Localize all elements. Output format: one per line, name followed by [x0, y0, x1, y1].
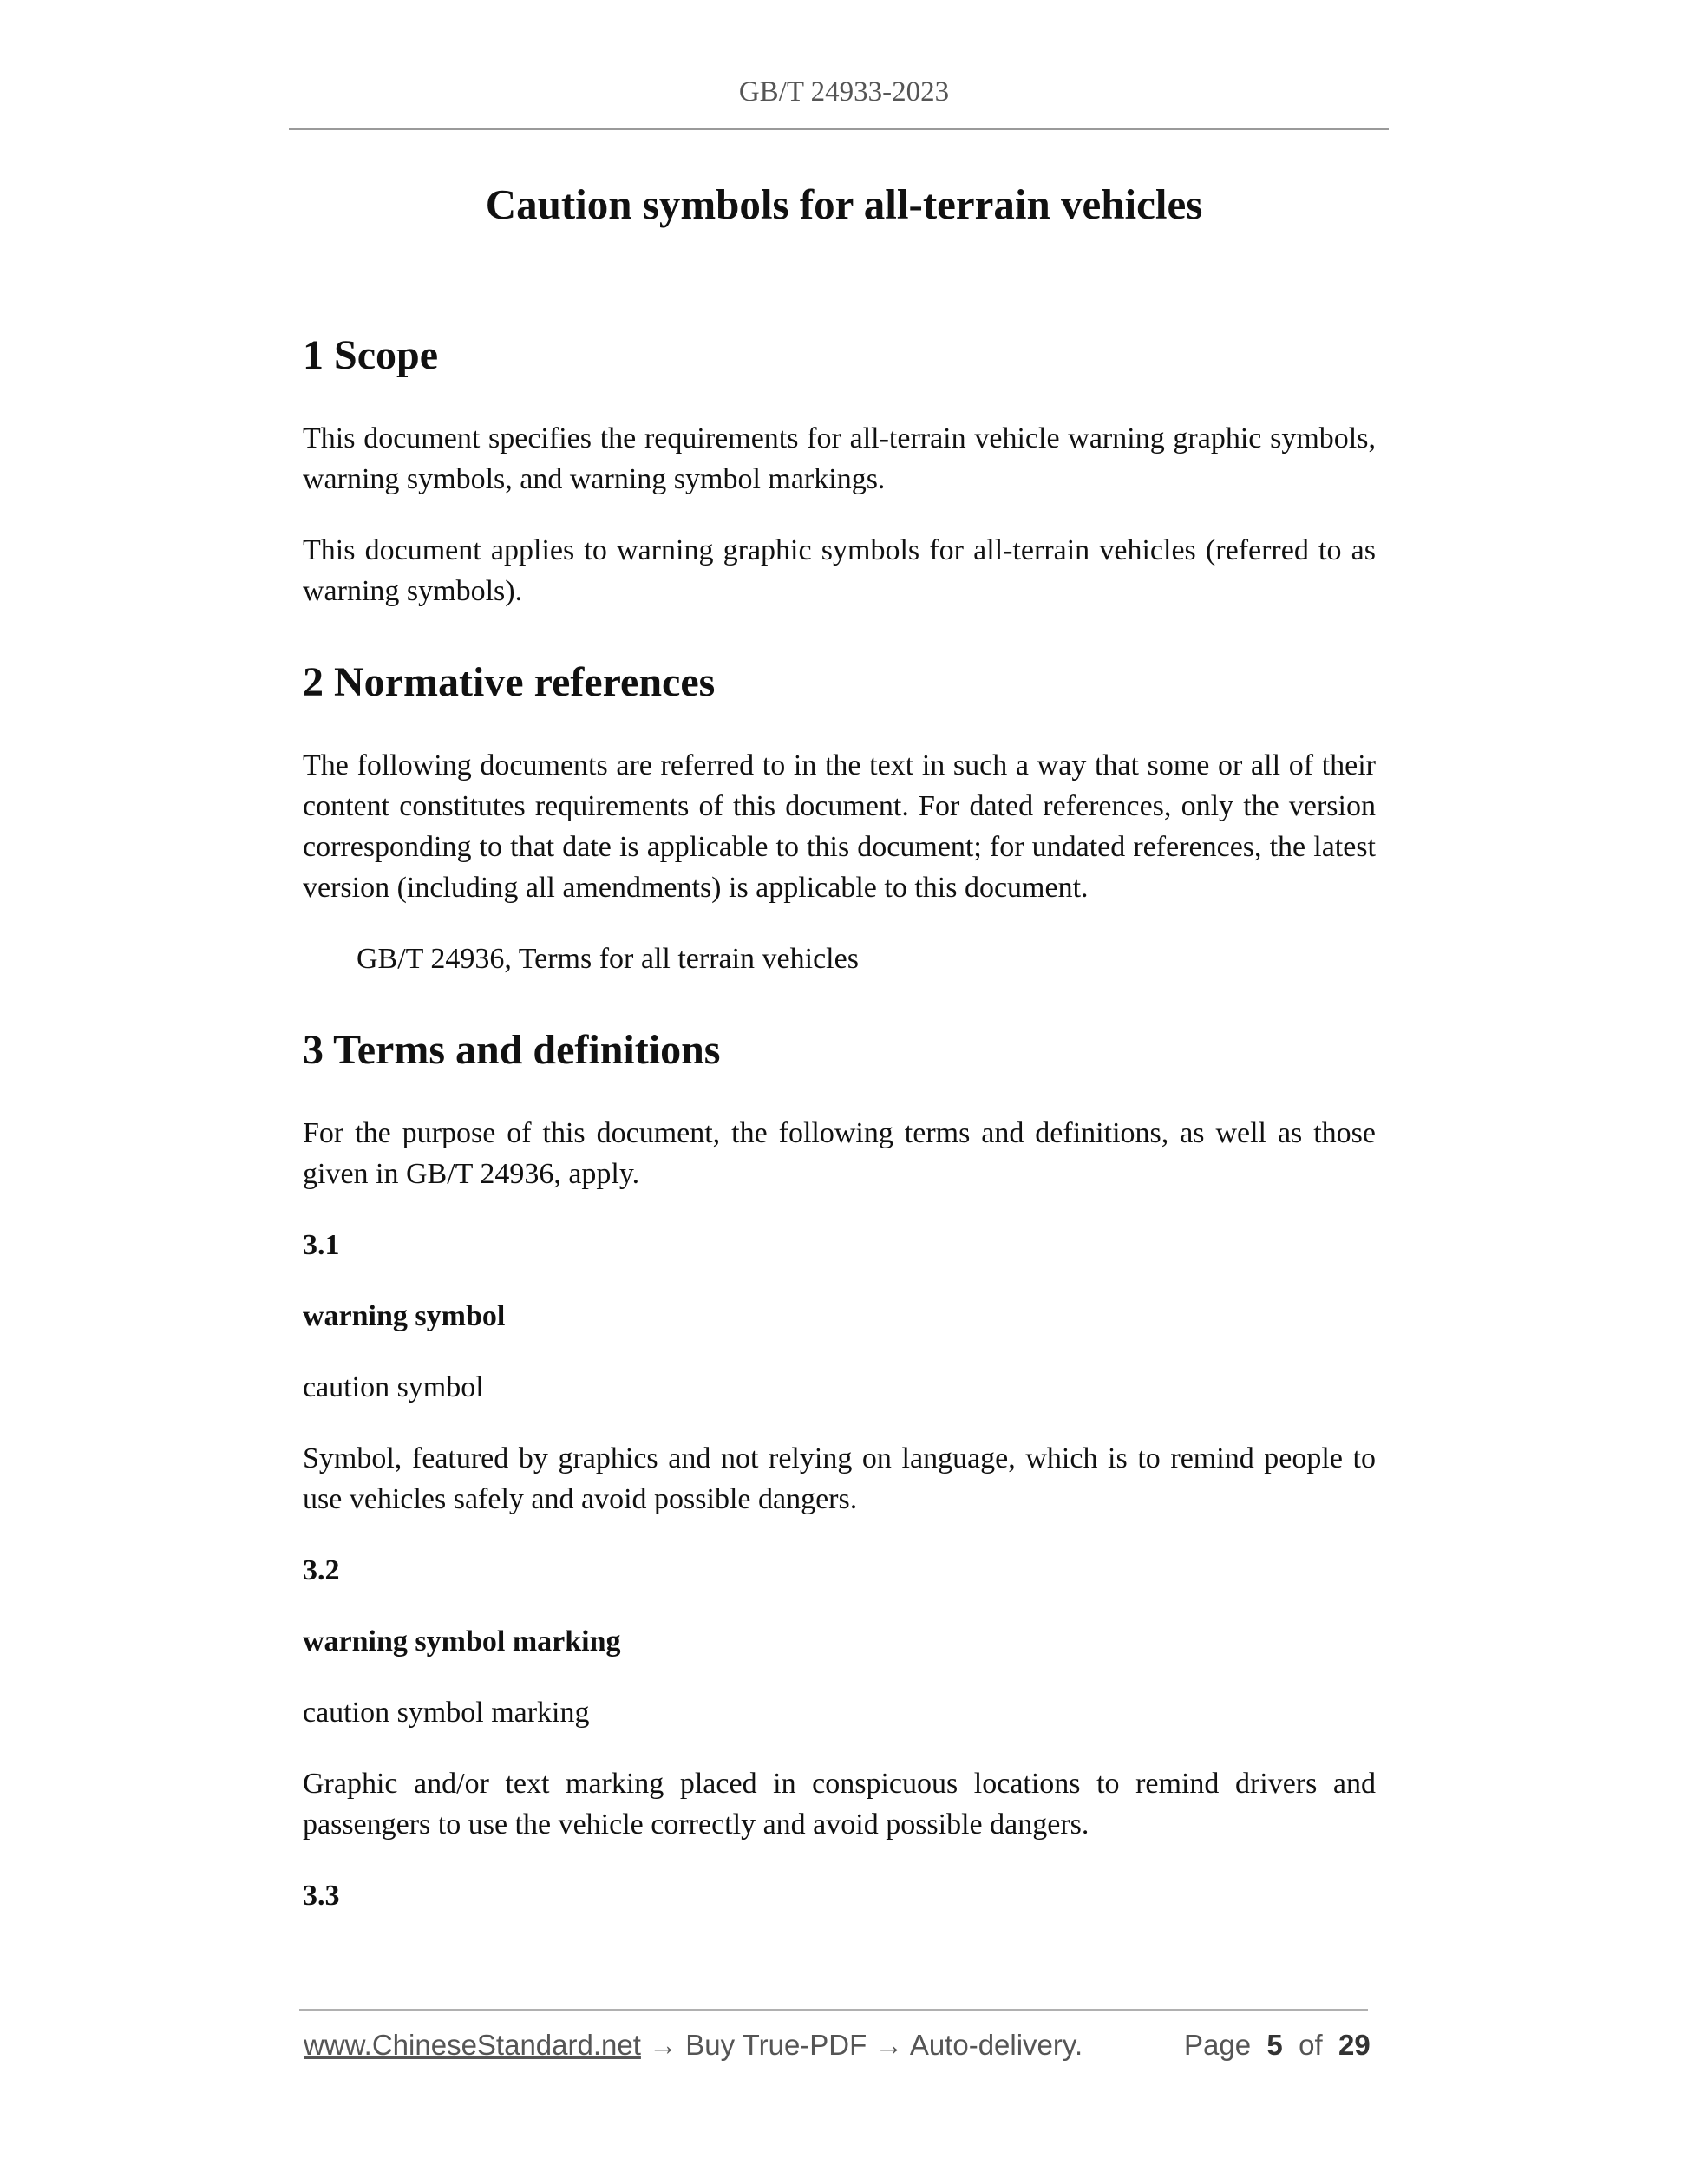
header-divider	[289, 128, 1389, 130]
footer	[304, 2029, 1371, 2062]
scope-paragraph-2: This document applies to warning graphic symbols for all-terrain vehicles (referred to as warning symbols).	[303, 534, 1376, 607]
footer-divider	[299, 2009, 1368, 2011]
term-number-3-1: 3.1	[303, 1229, 340, 1261]
page-of-label: of	[1299, 2029, 1323, 2061]
document-title: Caution symbols for all-terrain vehicles	[485, 180, 1203, 228]
term-definition-3-2: Graphic and/or text marking placed in conspicuous locations to remind drivers and passengers to use the vehicle correctly and avoid possible dangers.	[303, 1768, 1376, 1841]
footer-site-link[interactable]: www.ChineseStandard.net	[304, 2029, 641, 2061]
term-name-3-1: warning symbol	[303, 1300, 506, 1332]
term-number-3-3: 3.3	[303, 1880, 340, 1912]
term-synonym-3-2: caution symbol marking	[303, 1697, 590, 1729]
normative-reference-item: GB/T 24936, Terms for all terrain vehicles	[357, 943, 859, 975]
header-doc-code: GB/T 24933-2023	[738, 76, 950, 108]
page-label: Page	[1184, 2029, 1252, 2061]
term-definition-3-1: Symbol, featured by graphics and not relying on language, which is to remind people to use vehicles safely and avoid possible dangers.	[303, 1442, 1376, 1515]
term-name-3-2: warning symbol marking	[303, 1625, 621, 1658]
page-total: 29	[1338, 2029, 1371, 2061]
scope-paragraph-1: This document specifies the requirements for all-terrain vehicle warning graphic symbols, warning symbols, and warning symbol markings.	[303, 422, 1376, 495]
footer-tagline: → Buy True-PDF → Auto-delivery.	[640, 2029, 1083, 2061]
section-heading-terms: 3 Terms and definitions	[303, 1027, 721, 1073]
term-number-3-2: 3.2	[303, 1554, 340, 1586]
terms-paragraph-1: For the purpose of this document, the following terms and definitions, as well as those given in GB/T 24936, apply.	[303, 1117, 1376, 1190]
document-body	[303, 330, 1376, 1916]
page-current: 5	[1266, 2029, 1283, 2061]
section-heading-normative-references: 2 Normative references	[303, 659, 716, 705]
normative-paragraph-1: The following documents are referred to in the text in such a way that some or all of their content constitutes requirements of this document. For dated references, only the version corresponding to that date is applicable to this document; for undated references, the latest version (including all amendments) is applicable to this document.	[303, 749, 1376, 904]
page-indicator	[1184, 2029, 1371, 2062]
term-synonym-3-1: caution symbol	[303, 1371, 484, 1403]
section-heading-scope: 1 Scope	[303, 332, 438, 378]
